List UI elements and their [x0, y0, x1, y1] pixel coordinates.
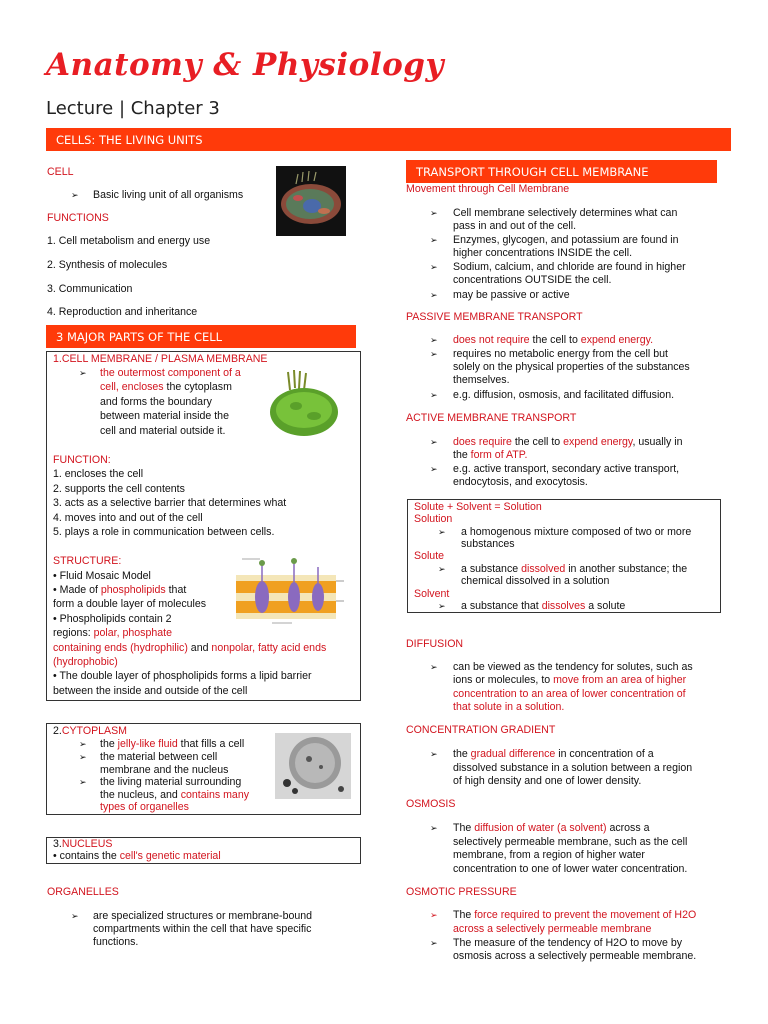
bullet-icon: ➢: [438, 564, 446, 574]
osmotic-text: across a selectively permeable membrane: [453, 923, 652, 935]
bullet-icon: ➢: [430, 437, 438, 447]
solvent-def: dissolves: [541, 600, 586, 612]
structure-line: regions:: [53, 627, 94, 639]
bullet-icon: ➢: [430, 823, 438, 833]
bullet-icon: ➢: [430, 235, 438, 245]
bullet-icon: ➢: [430, 464, 438, 474]
osmosis-text: membrane, from a region of higher water: [453, 849, 645, 861]
structure-heading: STRUCTURE:: [53, 555, 122, 567]
cytoplasm-text: contains many: [180, 789, 250, 801]
bullet-icon: ➢: [430, 390, 438, 400]
active-text: the: [453, 449, 471, 461]
membrane-def: cell, encloses: [100, 381, 164, 393]
structure-line: between the inside and outside of the cell: [53, 685, 248, 697]
solvent-label: Solvent: [414, 588, 450, 600]
membrane-function-heading: FUNCTION:: [53, 454, 111, 466]
bullet-icon: ➢: [438, 527, 446, 537]
bullet-icon: ➢: [430, 749, 438, 759]
active-text: does require: [453, 436, 512, 448]
organelles-text: are specialized structures or membrane-bound: [93, 910, 313, 922]
movement-text: may be passive or active: [453, 289, 570, 301]
nucleus-text: cell's genetic material: [119, 850, 221, 862]
fluid-mosaic-diagram: [232, 551, 356, 635]
movement-text: Cell membrane selectively determines what can: [453, 207, 678, 219]
passive-heading: PASSIVE MEMBRANE TRANSPORT: [406, 311, 583, 323]
structure-line: and: [187, 642, 212, 654]
solution-label: Solution: [414, 513, 453, 525]
osmotic-text: The measure of the tendency of H2O to move by: [453, 937, 683, 949]
passive-text: themselves.: [453, 374, 510, 386]
movement-text: higher concentrations INSIDE the cell.: [453, 247, 633, 259]
solution-def: a homogenous mixture composed of two or more: [461, 526, 692, 538]
bullet-icon: ➢: [430, 349, 438, 359]
passive-text: the cell to: [529, 334, 581, 346]
active-text: expend energy: [563, 436, 633, 448]
structure-line: form a double layer of molecules: [53, 598, 207, 610]
structure-line: (hydrophobic): [53, 656, 118, 668]
nucleus-text: • contains the: [53, 850, 120, 862]
solute-label: Solute: [414, 550, 445, 562]
movement-heading: Movement through Cell Membrane: [406, 183, 570, 195]
osmosis-heading: OSMOSIS: [406, 798, 456, 810]
membrane-function: 1. encloses the cell: [53, 468, 144, 480]
cytoplasm-title: CYTOPLASM: [61, 725, 127, 737]
bullet-icon: ➢: [430, 290, 438, 300]
passive-text: e.g. diffusion, osmosis, and facilitated diffusion.: [453, 389, 675, 401]
osmosis-text: selectively permeable membrane, such as the cell: [453, 836, 688, 848]
function-item: 1. Cell metabolism and energy use: [47, 235, 211, 247]
passive-text: does not require: [453, 334, 530, 346]
solute-def: in another substance; the: [565, 563, 688, 575]
osmosis-text: across a: [606, 822, 650, 834]
solute-def: a substance: [461, 563, 522, 575]
banner-cells: CELLS: THE LIVING UNITS: [46, 128, 731, 151]
structure-line: polar, phosphate: [93, 627, 172, 639]
membrane-function: 2. supports the cell contents: [53, 483, 185, 495]
cell-definition: Basic living unit of all organisms: [93, 189, 244, 201]
passive-text: requires no metabolic energy from the cell but: [453, 348, 668, 360]
active-text: endocytosis, and exocytosis.: [453, 476, 588, 488]
bullet-icon: ➢: [430, 208, 438, 218]
gradient-text: gradual difference: [470, 748, 556, 760]
osmotic-heading: OSMOTIC PRESSURE: [406, 886, 517, 898]
solution-def: substances: [461, 538, 515, 550]
structure-line: phospholipids: [100, 584, 166, 596]
osmosis-text: The: [453, 822, 475, 834]
passive-text: solely on the physical properties of the substances: [453, 361, 690, 373]
structure-line: • Phospholipids contain 2: [53, 613, 172, 625]
functions-heading: FUNCTIONS: [47, 212, 109, 224]
active-heading: ACTIVE MEMBRANE TRANSPORT: [406, 412, 577, 424]
solvent-def: a substance that: [461, 600, 542, 612]
nucleus-num: 3.: [53, 838, 62, 850]
organelles-text: functions.: [93, 936, 139, 948]
cytoplasm-text: the material between cell: [100, 751, 218, 763]
structure-line: nonpolar, fatty acid ends: [211, 642, 327, 654]
solution-box: [407, 499, 721, 613]
active-text: the cell to: [511, 436, 564, 448]
function-item: 4. Reproduction and inheritance: [47, 306, 198, 318]
structure-line: • Fluid Mosaic Model: [53, 570, 151, 582]
nucleus-title: NUCLEUS: [61, 838, 113, 850]
gradient-text: of high density and one of lower density.: [453, 775, 642, 787]
bullet-icon: ➢: [71, 911, 79, 921]
document-title: Anatomy & Physiology: [46, 47, 444, 83]
diffusion-text: move from an area of higher: [553, 674, 687, 686]
bullet-icon: ➢: [79, 777, 87, 787]
structure-line: containing ends (hydrophilic): [53, 642, 188, 654]
cytoplasm-text: the living material surrounding: [100, 776, 242, 788]
bullet-icon: ➢: [79, 739, 87, 749]
bullet-icon: ➢: [79, 752, 87, 762]
osmotic-text: osmosis across a selectively permeable membrane.: [453, 950, 697, 962]
osmotic-text: force required to prevent the movement of H2O: [474, 909, 697, 921]
bullet-icon: ➢: [430, 335, 438, 345]
active-text: e.g. active transport, secondary active transport,: [453, 463, 680, 475]
diffusion-text: can be viewed as the tendency for solutes, such as: [453, 661, 693, 673]
movement-text: Sodium, calcium, and chloride are found in higher: [453, 261, 686, 273]
gradient-text: dissolved substance in a solution between a region: [453, 762, 693, 774]
membrane-function: 4. moves into and out of the cell: [53, 512, 203, 524]
cytoplasm-text: the: [100, 738, 118, 750]
membrane-def: the outermost component of a: [100, 367, 241, 379]
cytoplasm-text: that fills a cell: [177, 738, 245, 750]
cell-membrane-image: [266, 368, 341, 438]
cytoplasm-micrograph: [275, 733, 351, 799]
cytoplasm-text: types of organelles: [100, 801, 189, 813]
cytoplasm-text: membrane and the nucleus: [100, 764, 229, 776]
membrane-function: 5. plays a role in communication between cells.: [53, 526, 275, 538]
cell-heading: CELL: [47, 166, 74, 178]
movement-text: concentrations OUTSIDE the cell.: [453, 274, 612, 286]
solvent-def: a solute: [585, 600, 626, 612]
banner-major-parts: 3 MAJOR PARTS OF THE CELL: [46, 325, 356, 348]
bullet-icon: ➢: [79, 368, 87, 378]
gradient-text: the: [453, 748, 471, 760]
diffusion-heading: DIFFUSION: [406, 638, 464, 650]
osmosis-text: concentration to one of lower water concentration.: [453, 863, 688, 875]
function-item: 3. Communication: [47, 283, 133, 295]
bullet-icon: ➢: [71, 190, 79, 200]
diffusion-text: concentration to an area of lower concentration of: [453, 688, 686, 700]
bullet-icon: ➢: [430, 662, 438, 672]
active-text: , usually in: [632, 436, 683, 448]
active-text: form of ATP.: [470, 449, 528, 461]
solution-equation: Solute + Solvent = Solution: [414, 501, 542, 513]
osmotic-text: The: [453, 909, 475, 921]
bullet-icon: ➢: [438, 601, 446, 611]
function-item: 2. Synthesis of molecules: [47, 259, 168, 271]
solute-def: chemical dissolved in a solution: [461, 575, 610, 587]
movement-text: Enzymes, glycogen, and potassium are found in: [453, 234, 679, 246]
gradient-text: in concentration of a: [555, 748, 654, 760]
cytoplasm-num: 2.: [53, 725, 62, 737]
cytoplasm-text: the nucleus, and: [100, 789, 181, 801]
organelles-heading: ORGANELLES: [47, 886, 119, 898]
cell-illustration-image: [276, 166, 346, 236]
document-subtitle: Lecture | Chapter 3: [46, 98, 220, 119]
membrane-title: 1.CELL MEMBRANE / PLASMA MEMBRANE: [53, 353, 268, 365]
structure-line: • Made of: [53, 584, 101, 596]
diffusion-text: that solute in a solution.: [453, 701, 565, 713]
membrane-def: the cytoplasm: [163, 381, 232, 393]
solute-def: dissolved: [521, 563, 566, 575]
banner-transport: TRANSPORT THROUGH CELL MEMBRANE: [406, 160, 717, 183]
membrane-def: between material inside the: [100, 410, 229, 422]
membrane-def: and forms the boundary: [100, 396, 212, 408]
movement-text: pass in and out of the cell.: [453, 220, 577, 232]
structure-line: • The double layer of phospholipids forms a lipid barrier: [53, 670, 312, 682]
bullet-icon: ➢: [430, 938, 438, 948]
cytoplasm-text: jelly-like fluid: [117, 738, 178, 750]
organelles-text: compartments within the cell that have specific: [93, 923, 312, 935]
gradient-heading: CONCENTRATION GRADIENT: [406, 724, 556, 736]
membrane-function: 3. acts as a selective barrier that determines what: [53, 497, 287, 509]
membrane-def: cell and material outside it.: [100, 425, 226, 437]
passive-text: expend energy.: [580, 334, 654, 346]
diffusion-text: ions or molecules, to: [453, 674, 554, 686]
bullet-icon: ➢: [430, 910, 438, 920]
bullet-icon: ➢: [430, 262, 438, 272]
osmosis-text: diffusion of water (a solvent): [474, 822, 607, 834]
structure-line: that: [165, 584, 187, 596]
